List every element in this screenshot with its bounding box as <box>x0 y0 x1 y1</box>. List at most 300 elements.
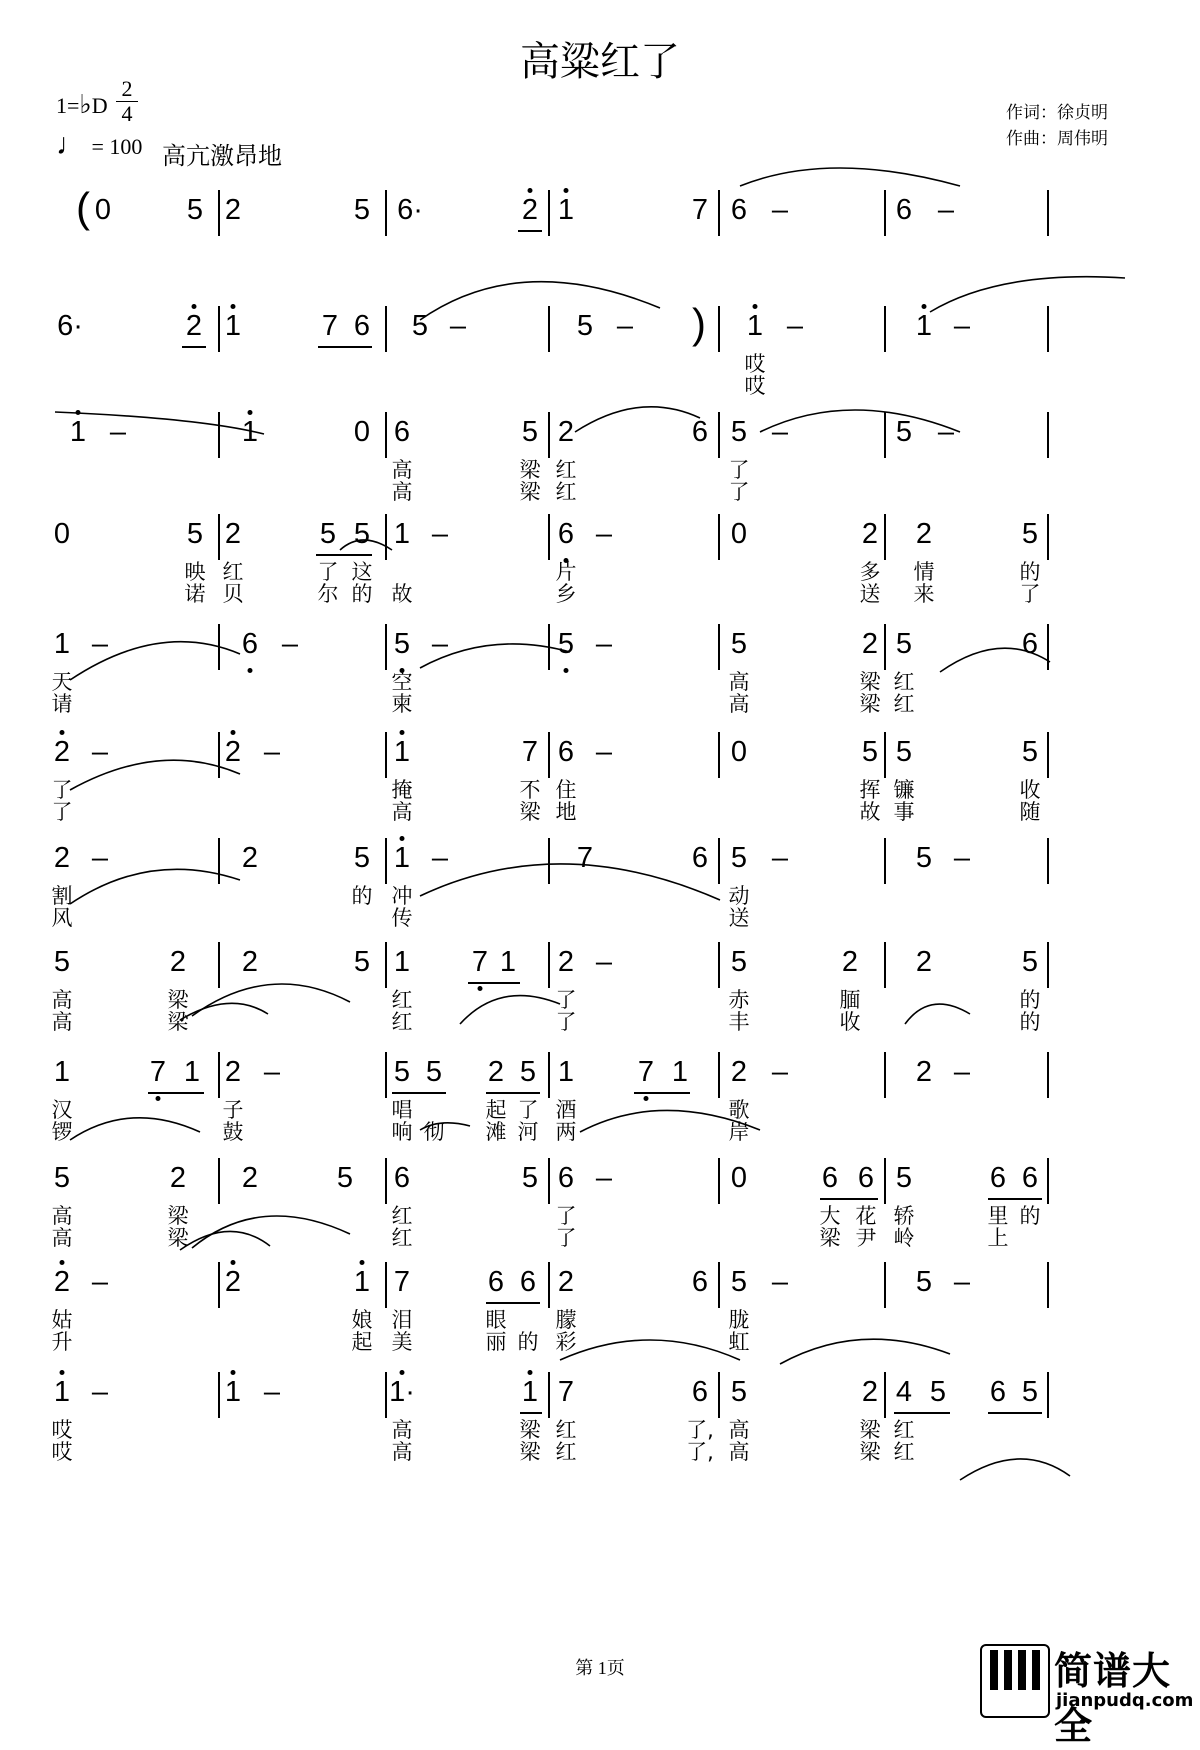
note: 7 <box>557 1376 575 1408</box>
lyric-verse-2: 的 <box>1019 1010 1041 1034</box>
note: 5 <box>521 416 539 448</box>
note: 5 <box>319 518 337 550</box>
barline <box>718 624 720 670</box>
note: 2 <box>487 1056 505 1088</box>
note: 1 <box>393 946 411 978</box>
note: 5 <box>411 310 429 342</box>
tempo-mark <box>56 128 142 162</box>
key-prefix: 1= <box>56 93 80 118</box>
lyric-verse-1: 情 <box>913 560 935 584</box>
lyric-verse-2: 两 <box>555 1120 577 1144</box>
lyric-verse-2: 收 <box>839 1010 861 1034</box>
lyric-verse-1: 梁 <box>519 458 541 482</box>
lyric-verse-2: 上 <box>987 1226 1009 1250</box>
lyric-verse-1: 歌 <box>728 1098 750 1122</box>
octave-dot-below <box>644 1096 649 1101</box>
lyric-verse-2: 起 <box>351 1330 373 1354</box>
lyric-verse-1: 红 <box>893 1418 915 1442</box>
octave-dot-above <box>231 1260 236 1265</box>
lyric-verse-1: 高 <box>391 458 413 482</box>
barline <box>718 514 720 560</box>
barline <box>884 838 886 884</box>
dash-extension: – <box>595 736 613 768</box>
note: 2 <box>169 1162 187 1194</box>
tie <box>740 168 960 186</box>
note: 5 <box>895 1162 913 1194</box>
lyric-verse-1: 冲 <box>391 884 413 908</box>
octave-dot-below <box>248 668 253 673</box>
underline-beam <box>486 1302 540 1304</box>
lyric-verse-1: 胧 <box>728 1308 750 1332</box>
barline <box>548 1372 550 1418</box>
barline <box>884 514 886 560</box>
note: 5 <box>353 842 371 874</box>
note: 1 <box>69 416 87 448</box>
lyric-verse-2: 梁 <box>519 1440 541 1464</box>
lyric-verse-2: 梁 <box>859 1440 881 1464</box>
lyric-verse-1: 收 <box>1019 778 1041 802</box>
note: 2 <box>557 416 575 448</box>
lyric-verse-2: 诺 <box>184 582 206 606</box>
lyric-verse-2: 美 <box>391 1330 413 1354</box>
note: 5 <box>521 1162 539 1194</box>
barline <box>218 732 220 778</box>
lyric-verse-2: 彻 <box>423 1120 445 1144</box>
dash-extension: – <box>91 1376 109 1408</box>
note: 5 <box>353 194 371 226</box>
time-top: 2 <box>121 76 133 101</box>
barline <box>884 306 886 352</box>
note: 4 <box>895 1376 913 1408</box>
note: 1 <box>746 310 764 342</box>
lyric-verse-2: 丰 <box>728 1010 750 1034</box>
lyric-verse-2: 传 <box>391 906 413 930</box>
note: 1 <box>53 1056 71 1088</box>
dash-extension: – <box>91 842 109 874</box>
note: 2 <box>730 1056 748 1088</box>
note: 2 <box>557 1266 575 1298</box>
note: 2 <box>241 1162 259 1194</box>
octave-dot-above <box>60 730 65 735</box>
barline <box>1047 1372 1049 1418</box>
dash-extension: – <box>937 416 955 448</box>
note: 7 <box>637 1056 655 1088</box>
octave-dot-above <box>192 304 197 309</box>
logo-url: jianpudq.com <box>1056 1690 1194 1711</box>
barline <box>385 942 387 988</box>
lyric-verse-2: 了 <box>555 1010 577 1034</box>
lyric-verse-1: 泪 <box>391 1308 413 1332</box>
lyric-verse-1: 红 <box>555 458 577 482</box>
octave-dot-below <box>156 1096 161 1101</box>
dash-extension: – <box>771 416 789 448</box>
lyric-verse-1: 眼 <box>485 1308 507 1332</box>
barline <box>1047 412 1049 458</box>
site-logo[interactable] <box>980 1640 1194 1748</box>
note: 6 <box>487 1266 505 1298</box>
lyric-verse-1: 了 <box>555 1204 577 1228</box>
note: 1 <box>183 1056 201 1088</box>
logo-name: 简谱大全 <box>1054 1649 1172 1748</box>
note: 5 <box>730 1266 748 1298</box>
lyric-verse-1: 梁 <box>519 1418 541 1442</box>
lyric-verse-2: 高 <box>728 692 750 716</box>
dash-extension: – <box>91 628 109 660</box>
underline-beam <box>316 554 372 556</box>
note: 5 <box>895 628 913 660</box>
lyric-verse-2: 的 <box>517 1330 539 1354</box>
lyric-verse-1: 了 <box>517 1098 539 1122</box>
note: 7 <box>521 736 539 768</box>
lyric-verse-1: 梁 <box>859 670 881 694</box>
underline-beam <box>988 1412 1042 1414</box>
note: 5 <box>353 518 371 550</box>
note: 7 <box>576 842 594 874</box>
note: 2 <box>241 842 259 874</box>
note: 6· <box>397 194 423 226</box>
lyric-verse-1: 高 <box>51 1204 73 1228</box>
octave-dot-above <box>231 304 236 309</box>
note: 7 <box>471 946 489 978</box>
barline <box>1047 1262 1049 1308</box>
note: 1· <box>389 1376 415 1408</box>
note: 5 <box>730 946 748 978</box>
barline <box>385 1158 387 1204</box>
lyric-verse-2: 红 <box>391 1226 413 1250</box>
piano-icon <box>980 1644 1050 1718</box>
barline <box>385 624 387 670</box>
underline-beam <box>894 1412 950 1414</box>
dash-extension: – <box>953 1266 971 1298</box>
barline <box>884 1052 886 1098</box>
note: 0 <box>730 518 748 550</box>
lyric-verse-1: 汉 <box>51 1098 73 1122</box>
note: 0 <box>353 416 371 448</box>
lyric-verse-1: 红 <box>893 670 915 694</box>
note: 0 <box>94 194 112 226</box>
lyric-verse-2: 虹 <box>728 1330 750 1354</box>
lyric-verse-2: 送 <box>859 582 881 606</box>
lyric-verse-2: 高 <box>391 480 413 504</box>
note: 7 <box>149 1056 167 1088</box>
lyric-verse-1: 朦 <box>555 1308 577 1332</box>
note: 5 <box>53 1162 71 1194</box>
lyric-verse-1: 了 <box>555 988 577 1012</box>
octave-dot-above <box>248 410 253 415</box>
note: 5 <box>730 842 748 874</box>
key-note: D <box>91 93 108 118</box>
note: 2 <box>861 518 879 550</box>
barline <box>218 942 220 988</box>
barline <box>385 1372 387 1418</box>
barline <box>385 732 387 778</box>
lyric-verse-2: 柬 <box>391 692 413 716</box>
note: 5 <box>1021 946 1039 978</box>
lyric-verse-2: 了 <box>555 1226 577 1250</box>
lyric-verse-1: 掩 <box>391 778 413 802</box>
dash-extension: – <box>449 310 467 342</box>
dash-extension: – <box>91 1266 109 1298</box>
note: 5 <box>425 1056 443 1088</box>
dash-extension: – <box>771 194 789 226</box>
note: 1 <box>521 1376 539 1408</box>
note: 6 <box>393 1162 411 1194</box>
dash-extension: – <box>431 628 449 660</box>
barline <box>218 190 220 236</box>
barline <box>718 942 720 988</box>
lyric-verse-1: 梁 <box>167 1204 189 1228</box>
note: 0 <box>53 518 71 550</box>
lyric-verse-1: 里 <box>987 1204 1009 1228</box>
lyric-verse-2: 梁 <box>519 480 541 504</box>
barline <box>884 190 886 236</box>
lyric-verse-2: 响 <box>391 1120 413 1144</box>
lyric-verse-1: 的 <box>1019 988 1041 1012</box>
quarter-note-icon: ♩ <box>56 128 86 161</box>
note: 2 <box>224 1266 242 1298</box>
lyric-verse-1: 大 <box>819 1204 841 1228</box>
note: 6 <box>730 194 748 226</box>
lyric-verse-1: 了 <box>728 458 750 482</box>
underline-beam <box>468 982 520 984</box>
lyric-verse-2: 了, <box>686 1440 714 1464</box>
expression-mark: 高亢激昂地 <box>162 142 282 170</box>
barline <box>1047 838 1049 884</box>
note: 6 <box>557 736 575 768</box>
note: 6 <box>857 1162 875 1194</box>
time-bottom: 4 <box>121 101 133 126</box>
lyric-verse-1: 动 <box>728 884 750 908</box>
note: 6 <box>821 1162 839 1194</box>
note: 2 <box>521 194 539 226</box>
lyric-verse-1: 红 <box>222 560 244 584</box>
lyric-verse-2: 随 <box>1019 800 1041 824</box>
note: 1 <box>241 416 259 448</box>
octave-dot-above <box>360 1260 365 1265</box>
note: 1 <box>224 1376 242 1408</box>
note: 2 <box>241 946 259 978</box>
lyric-verse-2: 尹 <box>855 1226 877 1250</box>
barline <box>548 1158 550 1204</box>
note: 6 <box>1021 628 1039 660</box>
note: 6 <box>691 1266 709 1298</box>
lyric-verse-1: 的 <box>1019 560 1041 584</box>
lyric-verse-1: 红 <box>555 1418 577 1442</box>
barline <box>218 306 220 352</box>
lyric-verse-1: 高 <box>728 1418 750 1442</box>
lyric-verse-1: 挥 <box>859 778 881 802</box>
barline <box>548 1052 550 1098</box>
barline <box>218 838 220 884</box>
lyric-verse-1: 赤 <box>728 988 750 1012</box>
note: 6 <box>1021 1162 1039 1194</box>
lyric-verse-2: 贝 <box>222 582 244 606</box>
lyric-verse-1: 不 <box>519 778 541 802</box>
barline <box>218 624 220 670</box>
note: 5 <box>730 628 748 660</box>
note: 5 <box>53 946 71 978</box>
barline <box>884 1158 886 1204</box>
lyric-verse-1: 天 <box>51 670 73 694</box>
lyric-verse-1: 的 <box>1019 1204 1041 1228</box>
lyric-verse-2: 乡 <box>555 582 577 606</box>
lyric-verse-2: 请 <box>51 692 73 716</box>
note: 7 <box>321 310 339 342</box>
lyric-verse-2: 梁 <box>859 692 881 716</box>
barline <box>385 838 387 884</box>
octave-dot-above <box>60 1260 65 1265</box>
note: 1 <box>393 518 411 550</box>
note: 1 <box>53 628 71 660</box>
dash-extension: – <box>786 310 804 342</box>
note: 2 <box>915 1056 933 1088</box>
lyric-verse-2: 梁 <box>519 800 541 824</box>
note: 1 <box>53 1376 71 1408</box>
note: 6 <box>691 1376 709 1408</box>
note: 5 <box>861 736 879 768</box>
barline <box>1047 1158 1049 1204</box>
dash-extension: – <box>595 628 613 660</box>
dash-extension: – <box>263 1376 281 1408</box>
barline <box>884 412 886 458</box>
note: 6 <box>989 1376 1007 1408</box>
barline <box>718 1372 720 1418</box>
lyric-verse-2: 高 <box>391 800 413 824</box>
lyric-verse-2: 事 <box>893 800 915 824</box>
lyric-verse-2: 高 <box>391 1440 413 1464</box>
key-signature <box>56 76 133 126</box>
lyric-verse-2: 高 <box>51 1226 73 1250</box>
lyric-verse-1: 映 <box>184 560 206 584</box>
note: 2 <box>224 518 242 550</box>
dash-extension: – <box>595 946 613 978</box>
lyric-verse-1: 红 <box>391 1204 413 1228</box>
dash-extension: – <box>771 842 789 874</box>
note: 1 <box>224 310 242 342</box>
note: 6 <box>353 310 371 342</box>
barline <box>548 412 550 458</box>
lyric-verse-2: 了 <box>728 480 750 504</box>
lyric-verse-2: 高 <box>51 1010 73 1034</box>
underline-beam <box>820 1198 878 1200</box>
lyric-verse-2: 的 <box>351 582 373 606</box>
note: 2 <box>53 842 71 874</box>
lyric-verse-2: 红 <box>391 1010 413 1034</box>
barline <box>718 190 720 236</box>
barline <box>718 1052 720 1098</box>
lyric-verse-2: 丽 <box>485 1330 507 1354</box>
barline <box>548 624 550 670</box>
lyric-verse-1: 梁 <box>167 988 189 1012</box>
lyric-verse-2: 地 <box>555 800 577 824</box>
note: 7 <box>393 1266 411 1298</box>
dash-extension: – <box>953 1056 971 1088</box>
lyric-verse-2: 哎 <box>51 1440 73 1464</box>
underline-beam <box>518 230 542 232</box>
lyric-verse-2: 彩 <box>555 1330 577 1354</box>
lyric-verse-1: 高 <box>51 988 73 1012</box>
dash-extension: – <box>595 518 613 550</box>
octave-dot-above <box>753 304 758 309</box>
octave-dot-below <box>478 986 483 991</box>
note: 7 <box>691 194 709 226</box>
note: 1 <box>915 310 933 342</box>
dash-extension: – <box>263 736 281 768</box>
lyric-verse-2: 梁 <box>167 1226 189 1250</box>
note: 5 <box>730 416 748 448</box>
lyric-verse-2: 红 <box>555 480 577 504</box>
lyric-verse-1: 片 <box>555 560 577 584</box>
lyric-verse-1: 了 <box>51 778 73 802</box>
lyric-verse-1: 这 <box>351 560 373 584</box>
dash-extension: – <box>91 736 109 768</box>
barline <box>718 838 720 884</box>
song-title: 高粱红了 <box>520 39 680 85</box>
note: 6 <box>691 842 709 874</box>
underline-beam <box>148 1092 204 1094</box>
lyric-verse-1: 住 <box>555 778 577 802</box>
underline-beam <box>392 1092 446 1094</box>
lyric-verse-1: 娘 <box>351 1308 373 1332</box>
lyric-verse-1: 姑 <box>51 1308 73 1332</box>
note: 2 <box>185 310 203 342</box>
lyric-verse-1: 红 <box>391 988 413 1012</box>
octave-dot-above <box>564 188 569 193</box>
composer-credit: 作曲：周伟明 <box>1006 129 1108 149</box>
lyric-verse-2: 来 <box>913 582 935 606</box>
note: 5 <box>186 518 204 550</box>
lyric-verse-1: 高 <box>391 1418 413 1442</box>
lyric-verse-2: 尔 <box>317 582 339 606</box>
lyric-verse-2: 锣 <box>51 1120 73 1144</box>
note: 2 <box>53 1266 71 1298</box>
lyric-verse-2: 高 <box>728 1440 750 1464</box>
barline <box>718 1262 720 1308</box>
barline <box>1047 190 1049 236</box>
barline <box>1047 732 1049 778</box>
lyric-verse-1: 花 <box>855 1204 877 1228</box>
dash-extension: – <box>771 1266 789 1298</box>
note: 6 <box>519 1266 537 1298</box>
octave-dot-above <box>231 730 236 735</box>
dash-extension: – <box>431 518 449 550</box>
lyric-verse-1: 轿 <box>893 1204 915 1228</box>
lyric-verse-2: 岭 <box>893 1226 915 1250</box>
barline <box>218 514 220 560</box>
octave-dot-above <box>922 304 927 309</box>
note: 5 <box>1021 1376 1039 1408</box>
barline <box>718 732 720 778</box>
lyric-verse-2: 了 <box>51 800 73 824</box>
underline-beam <box>318 346 372 348</box>
dash-extension: – <box>937 194 955 226</box>
octave-dot-above <box>528 188 533 193</box>
lyric-verse-1: 多 <box>859 560 881 584</box>
flat-sign: ♭ <box>79 90 92 119</box>
barline <box>1047 514 1049 560</box>
barline <box>1047 1052 1049 1098</box>
note: 2 <box>224 736 242 768</box>
lyric-verse-1: 割 <box>51 884 73 908</box>
lyric-verse-2: 了 <box>1019 582 1041 606</box>
barline <box>548 514 550 560</box>
note: 6 <box>895 194 913 226</box>
lyric-verse-1: 镰 <box>893 778 915 802</box>
lyric-verse-2: 河 <box>517 1120 539 1144</box>
note: 2 <box>915 518 933 550</box>
underline-beam <box>182 346 206 348</box>
barline <box>548 942 550 988</box>
